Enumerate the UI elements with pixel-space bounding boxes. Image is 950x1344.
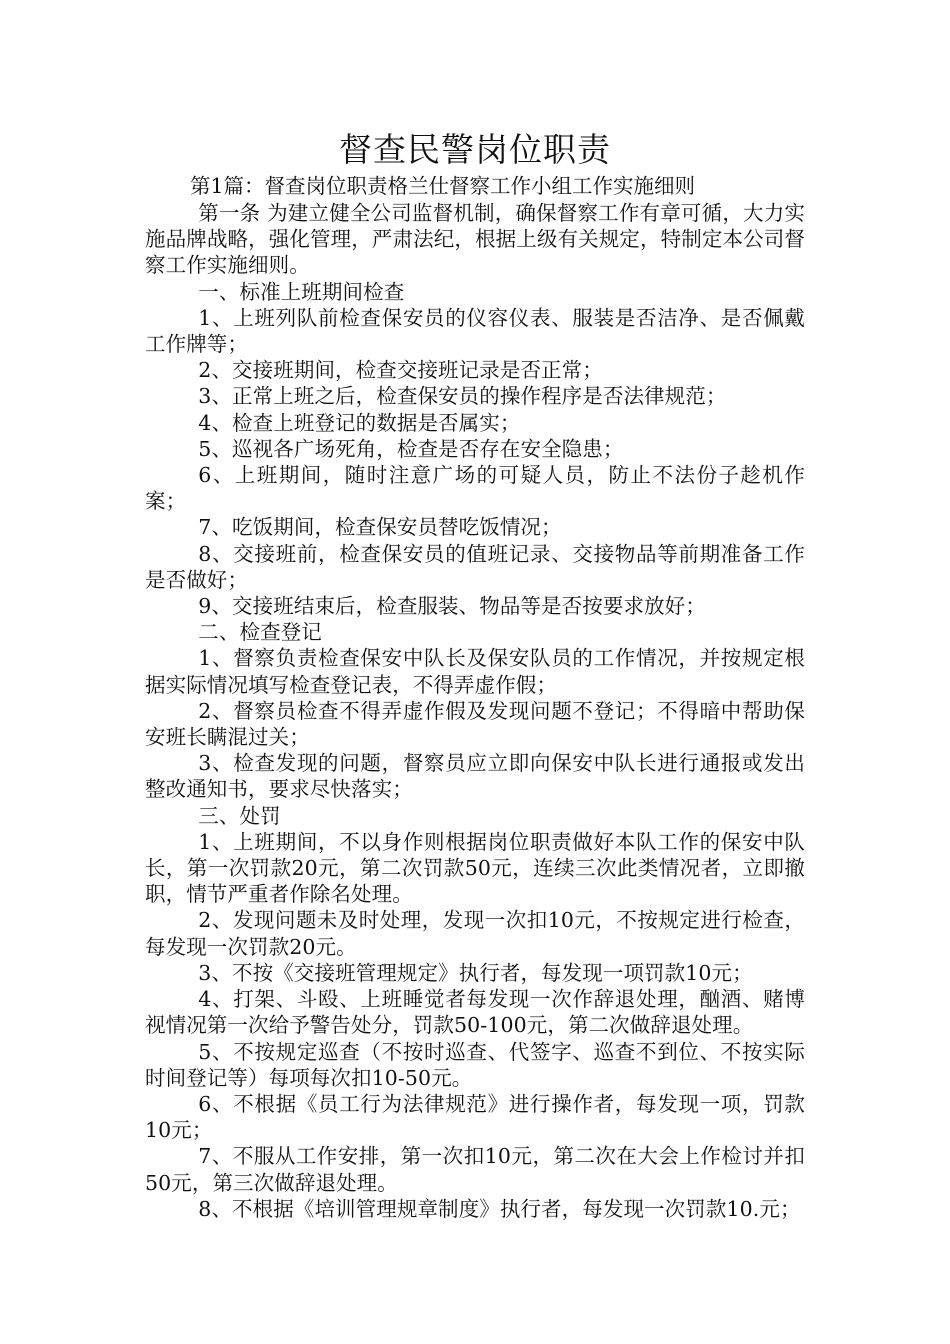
list-item: 2、督察员检查不得弄虚作假及发现问题不登记；不得暗中帮助保安班长瞒混过关； bbox=[145, 698, 805, 750]
list-item: 1、上班期间，不以身作则根据岗位职责做好本队工作的保安中队长，第一次罚款20元，第二次罚款50元，连续三次此类情况者，立即撤职，情节严重者作除名处理。 bbox=[145, 829, 805, 907]
section-heading-2: 二、检查登记 bbox=[198, 620, 322, 645]
list-item: 1、督察负责检查保安中队长及保安队员的工作情况，并按规定根据实际情况填写检查登记表，不得弄虚作假； bbox=[145, 646, 805, 697]
list-item: 9、交接班结束后，检查服装、物品等是否按要求放好； bbox=[198, 594, 706, 619]
document-body bbox=[145, 200, 805, 1222]
list-item: 7、不服从工作安排，第一次扣10元，第二次在大会上作检讨并扣50元，第三次做辞退处理。 bbox=[145, 1144, 805, 1195]
list-item: 4、检查上班登记的数据是否属实； bbox=[198, 410, 521, 435]
list-item: 2、交接班期间，检查交接班记录是否正常； bbox=[198, 358, 603, 383]
list-item: 2、发现问题未及时处理，发现一次扣10元，不按规定进行检查，每发现一次罚款20元。 bbox=[145, 908, 805, 959]
list-item: 5、不按规定巡查（不按时巡查、代签字、巡查不到位、不按实际时间登记等）每项每次扣10-50元。 bbox=[145, 1039, 805, 1090]
list-item: 5、巡视各广场死角，检查是否存在安全隐患； bbox=[198, 436, 624, 461]
list-item: 8、不根据《培训管理规章制度》执行者，每发现一次罚款10.元； bbox=[198, 1196, 801, 1221]
list-item: 6、不根据《员工行为法律规范》进行操作者，每发现一项，罚款10元； bbox=[145, 1091, 805, 1143]
list-item: 3、正常上班之后，检查保安员的操作程序是否法律规范； bbox=[198, 384, 727, 409]
list-item: 8、交接班前，检查保安员的值班记录、交接物品等前期准备工作是否做好； bbox=[145, 541, 805, 592]
section-heading-1: 一、标准上班期间检查 bbox=[198, 279, 405, 304]
list-item: 6、上班期间，随时注意广场的可疑人员，防止不法份子趁机作案； bbox=[145, 463, 805, 514]
document-subtitle: 第1篇：督查岗位职责格兰仕督察工作小组工作实施细则 bbox=[190, 174, 696, 198]
list-item: 7、吃饭期间，检查保安员替吃饭情况； bbox=[198, 515, 562, 540]
list-item: 3、检查发现的问题，督察员应立即向保安中队长进行通报或发出整改通知书，要求尽快落实； bbox=[145, 751, 805, 802]
list-item: 4、打架、斗殴、上班睡觉者每发现一次作辞退处理，酗酒、赌博视情况第一次给予警告处分，罚款50-100元，第二次做辞退处理。 bbox=[145, 987, 805, 1038]
document-title: 督查民警岗位职责 bbox=[339, 130, 611, 169]
paragraph-article-1: 第一条 为建立健全公司监督机制，确保督察工作有章可循，大力实施品牌战略，强化管理，严肃法纪，根据上级有关规定，特制定本公司督察工作实施细则。 bbox=[145, 201, 805, 278]
section-heading-3: 三、处罚 bbox=[198, 803, 281, 828]
list-item: 3、不按《交接班管理规定》执行者，每发现一项罚款10元； bbox=[198, 960, 753, 985]
list-item: 1、上班列队前检查保安员的仪容仪表、服装是否洁净、是否佩戴工作牌等； bbox=[145, 305, 805, 357]
